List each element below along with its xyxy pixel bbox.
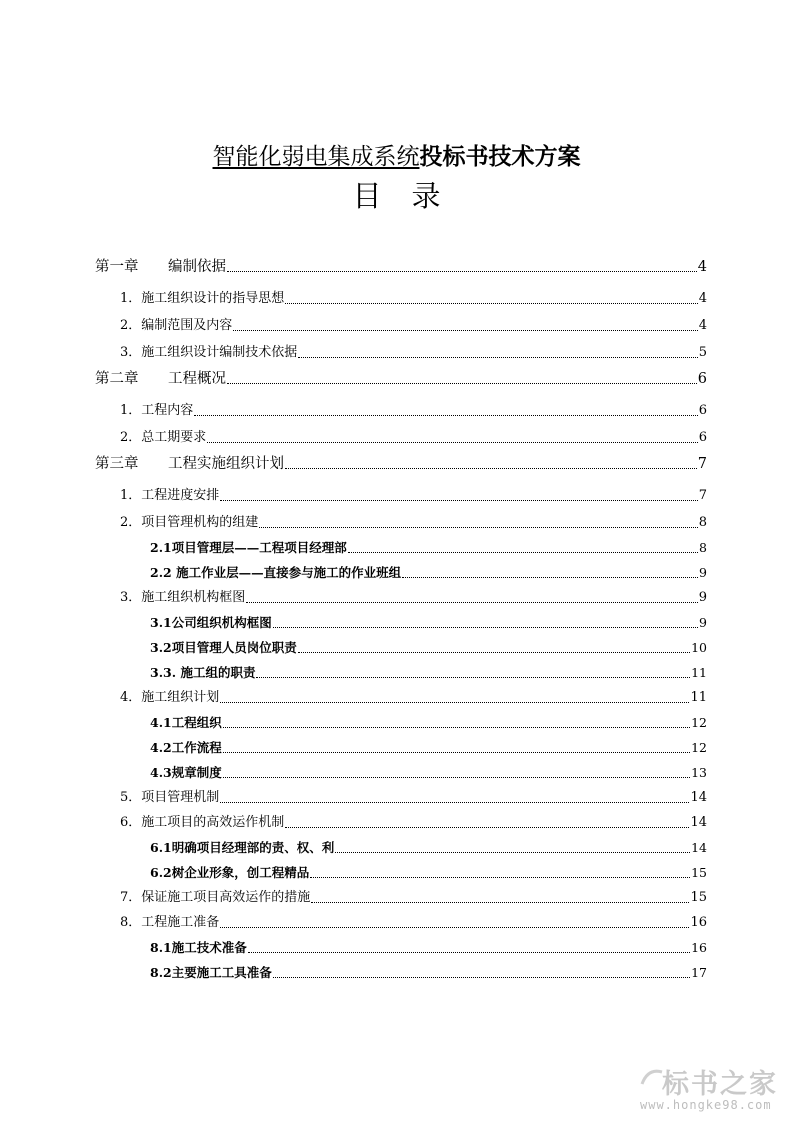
toc-entry-number: 第二章: [95, 371, 139, 387]
toc-entry-number: 3.3.: [150, 665, 177, 680]
dot-leader: [248, 952, 690, 953]
toc-entry-label: [120, 514, 258, 532]
toc-entry[interactable]: [95, 368, 707, 388]
dot-leader: [256, 677, 690, 678]
toc-page-number: 4: [697, 259, 707, 275]
toc-entry-label: [150, 939, 247, 957]
toc-entry-title: 工程施工准备: [141, 915, 220, 930]
dot-leader: [335, 852, 690, 853]
dot-leader: [259, 527, 697, 528]
dot-leader: [220, 927, 689, 928]
toc-entry-number: 4.3: [150, 765, 172, 780]
toc-entry-title: 总工期要求: [141, 430, 207, 445]
toc-page-number: 4: [698, 291, 707, 306]
toc-entry-label: [120, 914, 219, 932]
toc-entry-number: 2．: [120, 318, 142, 333]
toc-entry[interactable]: [150, 962, 707, 982]
toc-entry-number: 1．: [120, 403, 142, 418]
toc-entry-number: 8.1: [150, 940, 172, 955]
toc-page-number: 17: [691, 965, 707, 980]
toc-entry-title: 主要施工工具准备: [171, 965, 272, 980]
toc-entry-label: [120, 689, 219, 707]
toc-entry[interactable]: [150, 762, 707, 782]
dot-leader: [223, 752, 690, 753]
toc-entry-label: [120, 487, 219, 505]
toc-entry-label: [150, 739, 222, 757]
toc-entry-label: [95, 370, 226, 388]
dot-leader: [348, 552, 698, 553]
toc-entry-number: 8.2: [150, 965, 172, 980]
toc-entry-title: 明确项目经理部的责、权、利: [171, 840, 335, 855]
toc-entry-label: [120, 290, 284, 308]
toc-page-number: 9: [698, 590, 707, 605]
toc-entry-number: 6．: [120, 815, 142, 830]
toc-entry-title: 项目管理人员岗位职责: [171, 640, 297, 655]
toc-entry-title: 施工项目的高效运作机制: [141, 815, 285, 830]
dot-leader: [273, 627, 698, 628]
toc-entry-title: 树企业形象，创工程精品: [171, 865, 310, 880]
toc-entry-label: [150, 764, 222, 782]
toc-page-number: 11: [691, 665, 707, 680]
toc-entry-label: [120, 889, 310, 907]
toc-entry-number: 7．: [120, 890, 142, 905]
toc-entry[interactable]: [150, 862, 707, 882]
dot-leader: [273, 977, 690, 978]
toc-entry-number: 4．: [120, 690, 142, 705]
toc-entry[interactable]: [95, 256, 707, 276]
toc-page-number: 4: [698, 318, 707, 333]
dot-leader: [220, 702, 689, 703]
toc-entry[interactable]: [120, 315, 707, 335]
toc-entry-number: 3.1: [150, 615, 172, 630]
dot-leader: [220, 500, 697, 501]
toc-page-number: 13: [691, 765, 707, 780]
toc-entry-label: [150, 964, 272, 982]
toc-entry-number: 第一章: [95, 259, 139, 275]
toc-entry[interactable]: [120, 342, 707, 362]
dot-leader: [311, 902, 689, 903]
dot-leader: [207, 442, 697, 443]
toc-entry[interactable]: [150, 837, 707, 857]
toc-entry-number: 8．: [120, 915, 142, 930]
toc-entry-label: [120, 344, 297, 362]
toc-page-number: 12: [691, 715, 707, 730]
toc-entry[interactable]: [120, 400, 707, 420]
toc-entry-label: [95, 258, 226, 276]
toc-entry[interactable]: [120, 485, 707, 505]
title-part-2: 投标书技术方案: [419, 143, 581, 170]
toc-entry-label: [150, 714, 222, 732]
toc-entry[interactable]: [150, 737, 707, 757]
toc-entry-number: 6.1: [150, 840, 172, 855]
toc-entry-label: [120, 317, 232, 335]
toc-entry[interactable]: [120, 512, 707, 532]
toc-entry-label: [150, 864, 309, 882]
toc-entry-title: 工程组织: [171, 715, 222, 730]
toc-page-number: 11: [690, 690, 707, 705]
toc-entry-title: 施工组织设计的指导思想: [141, 291, 285, 306]
toc-entry-number: 4.1: [150, 715, 172, 730]
toc-page-number: 14: [690, 815, 707, 830]
toc-entry[interactable]: [120, 427, 707, 447]
dot-leader: [298, 357, 697, 358]
toc-entry-label: [150, 839, 334, 857]
toc-entry[interactable]: [150, 637, 707, 657]
toc-entry-number: 1．: [120, 488, 142, 503]
dot-leader: [246, 602, 697, 603]
toc-page-number: 14: [690, 790, 707, 805]
toc-entry-number: 第三章: [95, 456, 139, 472]
toc-entry[interactable]: [120, 887, 707, 907]
toc-entry[interactable]: [120, 912, 707, 932]
document-title: [0, 142, 793, 172]
toc-entry-title: 施工组织设计编制技术依据: [141, 345, 298, 360]
toc-entry-number: 2．: [120, 515, 142, 530]
toc-page-number: 15: [690, 890, 707, 905]
watermark-url: www.hongke98.com: [640, 1098, 772, 1112]
toc-entry-label: [120, 814, 284, 832]
toc-entry-title: 工程实施组织计划: [168, 456, 284, 472]
toc-entry-label: [120, 789, 219, 807]
toc-entry-title: 公司组织机构框图: [171, 615, 272, 630]
dot-leader: [285, 468, 697, 469]
dot-leader: [310, 877, 690, 878]
toc-page-number: 15: [691, 865, 707, 880]
dot-leader: [227, 383, 697, 384]
toc-entry[interactable]: [95, 453, 707, 473]
toc-entry-title: 施工作业层——直接参与施工的作业班组: [171, 565, 402, 580]
toc-entry-label: [150, 614, 272, 632]
toc-page-number: 8: [698, 515, 707, 530]
toc-page-number: 7: [698, 488, 707, 503]
dot-leader: [298, 652, 690, 653]
toc-entry-title: 施工组织计划: [141, 690, 220, 705]
toc-entry[interactable]: [120, 687, 707, 707]
toc-entry[interactable]: [150, 662, 707, 682]
toc-entry[interactable]: [120, 787, 707, 807]
title-part-1: 智能化弱电集成系统: [212, 144, 420, 170]
toc-entry-number: 2.2: [150, 565, 172, 580]
toc-entry-label: [150, 639, 297, 657]
toc-page-number: 7: [697, 456, 707, 472]
dot-leader: [402, 577, 698, 578]
toc-entry-title: 规章制度: [171, 765, 222, 780]
toc-entry-title: 工程进度安排: [141, 488, 220, 503]
toc-entry-title: 项目管理层——工程项目经理部: [171, 540, 347, 555]
toc-entry-label: [95, 455, 284, 473]
toc-entry-title: 保证施工项目高效运作的措施: [141, 890, 311, 905]
toc-entry-number: 4.2: [150, 740, 172, 755]
toc-entry-title: 施工技术准备: [171, 940, 247, 955]
toc-entry-label: [150, 564, 401, 582]
toc-entry-label: [120, 402, 193, 420]
toc-page-number: 12: [691, 740, 707, 755]
toc-entry-title: 编制依据: [168, 259, 226, 275]
toc-heading: 目录: [352, 179, 471, 213]
dot-leader: [223, 727, 690, 728]
toc-page-number: 5: [698, 345, 707, 360]
toc-entry-number: 2．: [120, 430, 142, 445]
toc-entry-label: [120, 589, 245, 607]
toc-entry-label: [150, 539, 347, 557]
toc-entry-number: 3．: [120, 590, 142, 605]
toc-entry[interactable]: [150, 937, 707, 957]
swoosh-icon: [640, 1066, 664, 1090]
toc-entry-number: 3．: [120, 345, 142, 360]
dot-leader: [285, 303, 697, 304]
toc-entry-title: 工作流程: [171, 740, 222, 755]
dot-leader: [233, 330, 697, 331]
dot-leader: [285, 827, 689, 828]
toc-entry[interactable]: [120, 288, 707, 308]
toc-entry-title: 项目管理机构的组建: [141, 515, 259, 530]
toc-entry-title: 编制范围及内容: [141, 318, 233, 333]
dot-leader: [194, 415, 697, 416]
toc-page-number: 8: [699, 540, 707, 555]
toc-entry-number: 2.1: [150, 540, 172, 555]
toc-entry-label: [150, 664, 255, 682]
toc-page-number: 6: [698, 430, 707, 445]
toc-page-number: 9: [699, 615, 707, 630]
toc-page-number: 6: [697, 371, 707, 387]
toc-page-number: 16: [691, 940, 707, 955]
dot-leader: [220, 802, 689, 803]
toc-entry[interactable]: [120, 812, 707, 832]
toc-entry[interactable]: [150, 712, 707, 732]
dot-leader: [223, 777, 690, 778]
toc-entry-number: 3.2: [150, 640, 172, 655]
toc-entry-title: 施工组织机构框图: [141, 590, 246, 605]
toc-entry[interactable]: [120, 587, 707, 607]
toc-page-number: 16: [690, 915, 707, 930]
toc-entry[interactable]: [150, 562, 707, 582]
watermark-brand: 标书之家: [662, 1069, 778, 1100]
toc-entry-title: 工程概况: [168, 371, 226, 387]
toc-entry-number: 1．: [120, 291, 142, 306]
toc-entry-title: 施工组的职责: [176, 665, 256, 680]
toc-page-number: 9: [699, 565, 707, 580]
toc-page-number: 6: [698, 403, 707, 418]
toc-entry-number: 6.2: [150, 865, 172, 880]
toc-entry-number: 5．: [120, 790, 142, 805]
toc-entry-title: 工程内容: [141, 403, 194, 418]
dot-leader: [227, 271, 697, 272]
toc-entry[interactable]: [150, 537, 707, 557]
toc-entry-label: [120, 429, 206, 447]
toc-page-number: 10: [691, 640, 707, 655]
toc-page-number: 14: [691, 840, 707, 855]
toc-entry-title: 项目管理机制: [141, 790, 220, 805]
toc-entry[interactable]: [150, 612, 707, 632]
